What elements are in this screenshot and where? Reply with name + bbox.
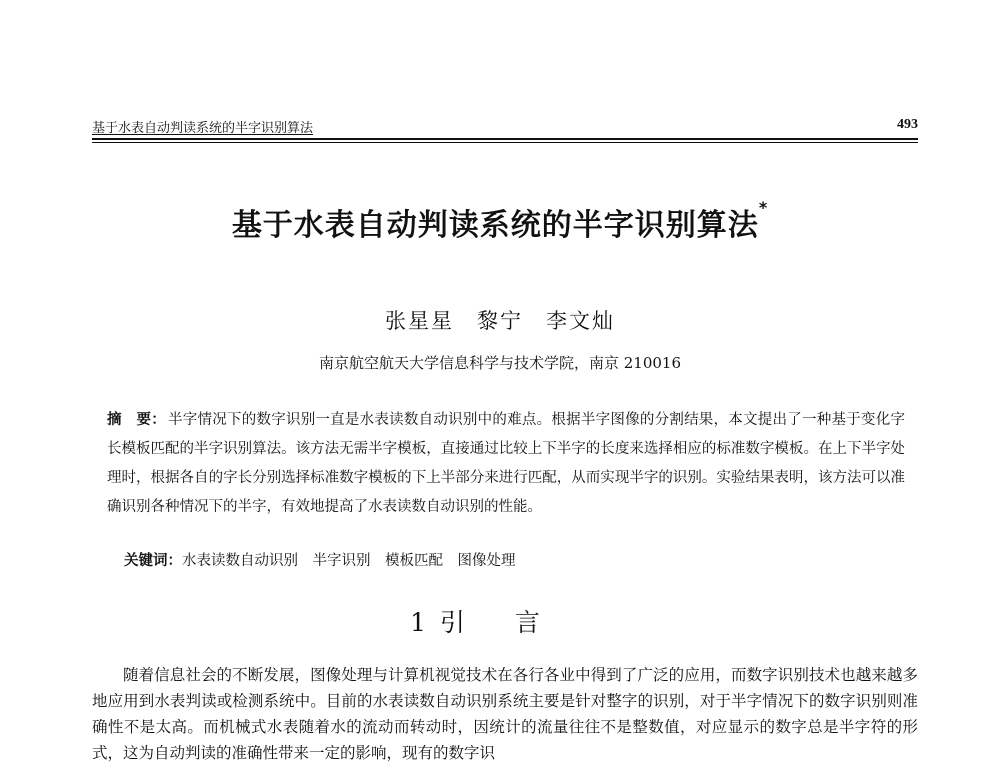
paper-title [0, 200, 1000, 244]
header-rule-thin [92, 142, 918, 143]
page-number: 493 [897, 117, 918, 132]
affiliation: 南京航空航天大学信息科学与技术学院，南京 210016 [318, 354, 682, 372]
running-head-title: 基于水表自动判读系统的半字识别算法 [92, 121, 314, 136]
keywords-text: 水表读数自动识别 半字识别 模板匹配 图像处理 [182, 553, 516, 569]
author-list: 张星星 黎宁 李文灿 [385, 309, 615, 333]
section-title: 引言 [439, 608, 590, 637]
abstract-label: 摘 要： [107, 411, 166, 428]
keywords-label: 关键词： [124, 552, 182, 569]
section-number: 1 [410, 608, 426, 637]
header-rule-thick [92, 138, 918, 140]
abstract [107, 405, 905, 522]
running-head [92, 117, 918, 137]
keywords [124, 549, 904, 570]
body-paragraph: 随着信息社会的不断发展，图像处理与计算机视觉技术在各行各业中得到了广泛的应用，而数字识别技术也越来越多地应用到水表判读或检测系统中。目前的水表读数自动识别系统主要是针对整字的识别，对于半字情况下的数字识别则准确性不是太高。而机械式水表随着水的流动而转动时，因统计的流量往往不是整数值，对应显示的数字总是半字符的形式，这为自动判读的准确性带来一定的影响，现有的数字识 [92, 666, 918, 762]
title-footnote-mark: * [758, 198, 769, 217]
abstract-text: 半字情况下的数字识别一直是水表读数自动识别中的难点。根据半字图像的分割结果，本文提出了一种基于变化字长模板匹配的半字识别算法。该方法无需半字模板，直接通过比较上下半字的长度来选择相应的标准数字模板。在上下半字处理时，根据各自的字长分别选择标准数字模板的下上半部分来进行匹配，从而实现半字的识别。实验结果表明，该方法可以准确识别各种情况下的半字，有效地提高了水表读数自动识别的性能。 [107, 412, 905, 515]
section-heading [0, 603, 1000, 639]
paper-title-text: 基于水表自动判读系统的半字识别算法 [231, 208, 759, 243]
